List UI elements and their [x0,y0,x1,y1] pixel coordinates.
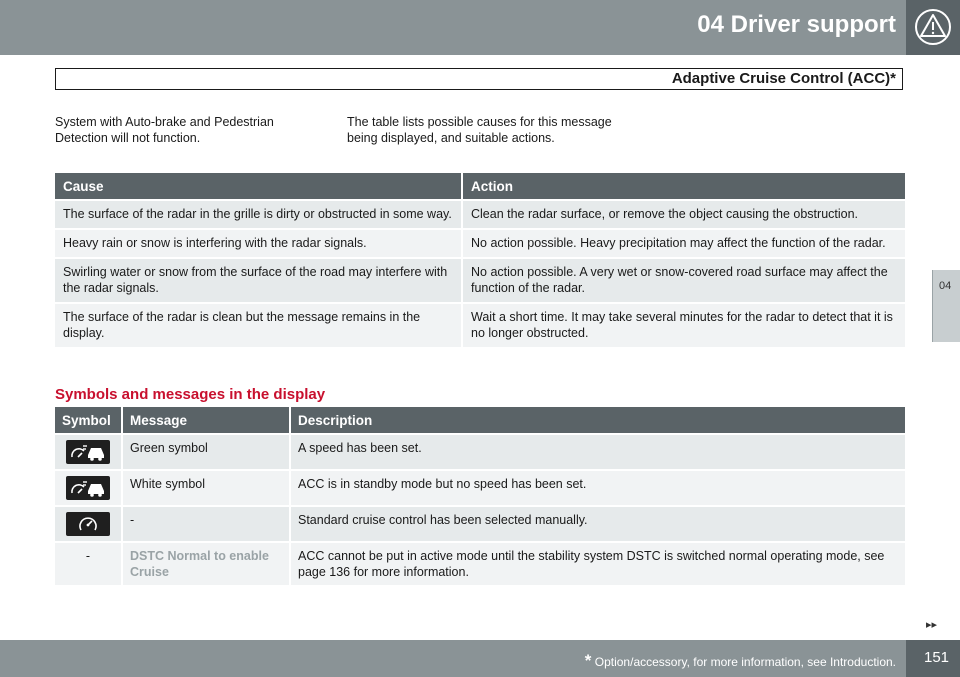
footer-note-text: Option/accessory, for more information, see Introduction. [594,655,896,669]
intro-right-text: The table lists possible causes for this message being displayed, and suitable actions. [347,115,612,145]
acc-car-icon [66,440,110,464]
header-message: Message [123,407,291,433]
cause-cell: The surface of the radar in the grille is dirty or obstructed in some way. [55,199,463,228]
table-row [55,228,905,257]
table-row [55,433,905,469]
table-header-row [55,407,905,433]
description-cell: ACC cannot be put in active mode until the stability system DSTC is switched normal operating mode, see page 136 for more information. [291,541,905,585]
symbols-heading: Symbols and messages in the display [55,386,326,403]
action-cell: Clean the radar surface, or remove the object causing the obstruction. [463,199,905,228]
table-row [55,302,905,347]
table-row [55,541,905,585]
table-header-row [55,173,905,199]
section-title-box [55,68,903,90]
description-cell: Standard cruise control has been selected manually. [291,505,905,541]
table-row [55,257,905,302]
table-row [55,505,905,541]
table-row [55,199,905,228]
page-number-box [906,640,960,677]
side-tab-label: 04 [939,280,952,292]
table-row [55,469,905,505]
cause-action-table [55,173,905,347]
footer-note [585,651,896,671]
chapter-title: 04 Driver support [697,11,896,38]
description-cell: ACC is in standby mode but no speed has been set. [291,469,905,505]
header-description: Description [291,407,905,433]
message-cell: - [123,505,291,541]
symbol-cell [55,433,123,469]
symbols-table [55,407,905,585]
footer-star: * [584,651,592,670]
message-cell: DSTC Normal to enable Cruise [123,541,291,585]
header-cause: Cause [55,173,463,199]
page-number: 151 [924,649,950,666]
acc-car-icon [66,476,110,500]
header-band [0,0,960,55]
cause-cell: The surface of the radar is clean but the message remains in the display. [55,302,463,347]
cause-cell: Heavy rain or snow is interfering with the radar signals. [55,228,463,257]
header-symbol: Symbol [55,407,123,433]
message-cell: Green symbol [123,433,291,469]
intro-left-text: System with Auto-brake and Pedestrian Detection will not function. [55,115,274,145]
footer-band [0,640,960,677]
action-cell: Wait a short time. It may take several minutes for the radar to detect that it is no longer obstructed. [463,302,905,347]
symbol-cell [55,505,123,541]
action-cell: No action possible. A very wet or snow-covered road surface may affect the function of the radar. [463,257,905,302]
warning-box [906,0,960,55]
cause-cell: Swirling water or snow from the surface of the road may interfere with the radar signals. [55,257,463,302]
warning-triangle-icon [914,7,952,47]
action-cell: No action possible. Heavy precipitation may affect the function of the radar. [463,228,905,257]
description-cell: A speed has been set. [291,433,905,469]
header-action: Action [463,173,905,199]
symbol-cell: - [55,541,123,585]
speedometer-icon [66,512,110,536]
section-title: Adaptive Cruise Control (ACC)* [671,70,896,87]
next-page-arrows-icon[interactable]: ▸▸ [926,619,938,631]
message-cell: White symbol [123,469,291,505]
chapter-side-tab[interactable] [932,270,960,342]
symbol-cell [55,469,123,505]
